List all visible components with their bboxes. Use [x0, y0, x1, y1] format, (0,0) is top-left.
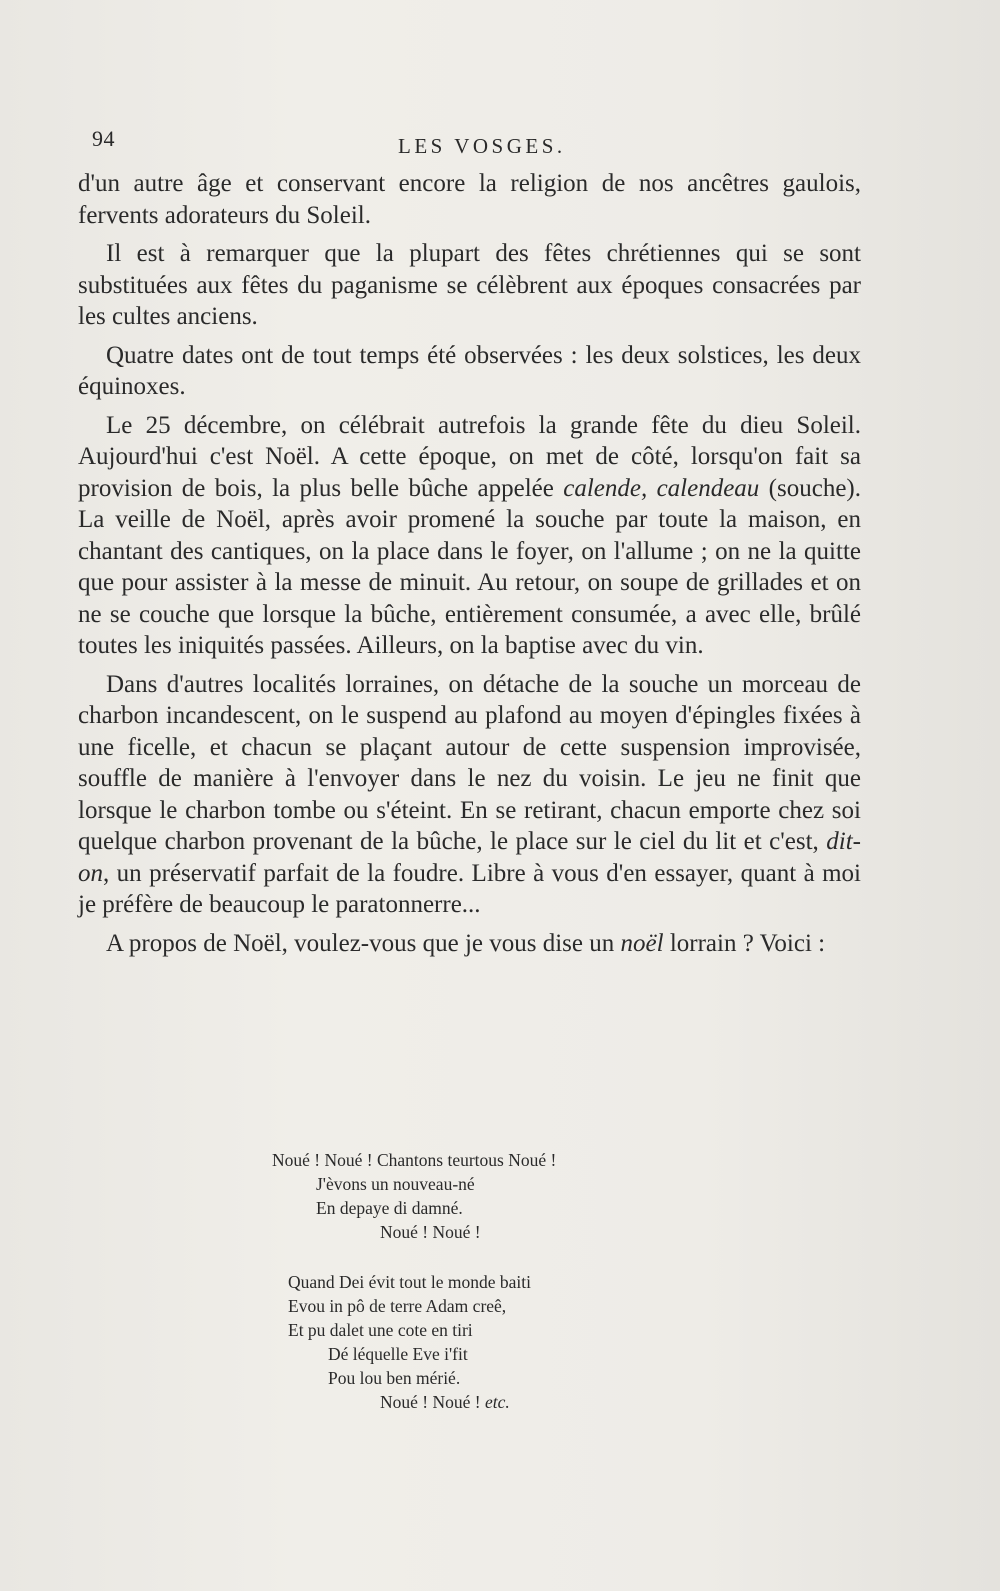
verse-line: J'èvons un nouveau-né: [316, 1174, 475, 1194]
verse-stanza-2: [288, 1270, 708, 1414]
verse-line: Noué ! Noué !: [380, 1222, 481, 1242]
verse-line: Et pu dalet une cote en tiri: [288, 1320, 473, 1340]
paragraph-4-text-b: (souche). La veille de Noël, après avoir promené la souche par toute la maison, en chantant des cantiques, on la place dans le foyer, on l'allume ; on ne la quitte que pour assister à la messe de minuit. Au retour, on soupe de grillades et on ne se couche que lorsque la bûche, entièrement consumée, a avec elle, brûlé toutes les iniquités passées. Ailleurs, on la baptise avec du vin.: [78, 474, 861, 659]
verse-stanza-1: [272, 1148, 692, 1244]
verse-line: Quand Dei évit tout le monde baiti: [288, 1272, 532, 1292]
verse-line: Dé léquelle Eve i'fit: [328, 1344, 468, 1364]
paragraph-5-italic: dit-on: [78, 828, 861, 887]
paragraph-4-text-a: Le 25 décembre, on célébrait autrefois la grande fête du dieu Soleil. Aujourd'hui c'est Noël. A cette époque, on met de côté, lorsqu'on fait sa provision de bois, la plus belle bûche appelée: [78, 411, 861, 502]
paragraph-3: Quatre dates ont de tout temps été observées : les deux solstices, les deux équinoxes.: [78, 341, 861, 400]
page-header: [88, 120, 870, 160]
paragraph-5: [78, 669, 861, 921]
paragraph-6-italic: noël: [620, 929, 664, 957]
running-head: LES VOSGES.: [398, 134, 566, 158]
paragraph-6-text-a: A propos de Noël, voulez-vous que je vous dise un: [106, 929, 621, 957]
verse-line: En depaye di damné.: [316, 1198, 463, 1218]
verse-line: Pou lou ben mérié.: [328, 1368, 461, 1388]
paragraph-4-italic: calende, calendeau: [563, 474, 760, 502]
paragraph-2: Il est à remarquer que la plupart des fêtes chrétiennes qui se sont substituées aux fêtes du paganisme se célèbrent aux époques consacrées par les cultes anciens.: [78, 240, 861, 330]
verse-etc: etc.: [484, 1392, 510, 1412]
body-text: [78, 168, 861, 966]
paragraph-4: [78, 410, 861, 662]
verse-line: [288, 1390, 708, 1414]
page-number: 94: [92, 126, 115, 151]
verse-line: Noué ! Noué ! Chantons teurtous Noué !: [272, 1150, 557, 1170]
paragraph-6-text-b: lorrain ? Voici :: [663, 929, 826, 957]
paragraph-5-text-a: Dans d'autres localités lorraines, on détache de la souche un morceau de charbon incandescent, on le suspend au plafond au moyen d'épingles fixées à une ficelle, et chacun se plaçant autour de cette suspension improvisée, souffle de manière à l'envoyer dans le nez du voisin. Le jeu ne finit que lorsque le charbon tombe ou s'éteint. En se retirant, chacun emporte chez soi quelque charbon provenant de la bûche, le place sur le ciel du lit et c'est,: [78, 670, 861, 855]
paragraph-1: d'un autre âge et conservant encore la religion de nos ancêtres gaulois, fervents adorateurs du Soleil.: [78, 170, 861, 229]
verse-line: Evou in pô de terre Adam creê,: [288, 1296, 507, 1316]
paragraph-6: [78, 928, 861, 960]
paragraph-5-text-b: , un préservatif parfait de la foudre. Libre à vous d'en essayer, quant à moi je préfère de beaucoup le paratonnerre...: [78, 859, 861, 918]
verse-line-text: Noué ! Noué !: [380, 1392, 485, 1412]
